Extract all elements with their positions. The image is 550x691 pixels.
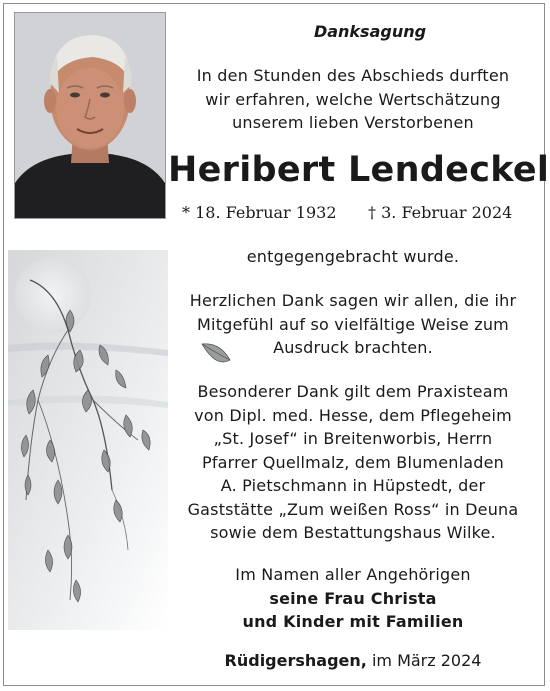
intro-line: In den Stunden des Abschieds durften — [196, 66, 510, 85]
special-line: Gaststätte „Zum weißen Ross“ in Deuna — [187, 499, 519, 519]
signature-intro: Im Namen aller Angehörigen — [235, 565, 471, 584]
thanks-line: Mitgefühl auf so vielfältige Weise zum — [197, 314, 509, 334]
death-date: † 3. Februar 2024 — [368, 203, 513, 222]
intro-line: wir erfahren, welche Wertschätzung — [205, 89, 501, 109]
special-line: von Dipl. med. Hesse, dem Pflegeheim — [194, 405, 512, 425]
deceased-name: Heribert Lendeckel — [168, 150, 550, 190]
intro-text — [172, 64, 534, 135]
special-line: A. Pietschmann in Hüpstedt, der — [220, 476, 486, 495]
continuation-line: entgegengebracht wurde. — [246, 247, 460, 266]
intro-line: unserem lieben Verstorbenen — [232, 113, 474, 132]
special-line: Pfarrer Quellmalz, dem Blumenladen — [202, 452, 504, 472]
birth-date: * 18. Februar 1932 — [182, 203, 337, 222]
signature-block — [172, 563, 534, 634]
closing-date: im März 2024 — [371, 651, 482, 670]
thanks-paragraph — [172, 289, 534, 360]
birch-branch-illustration — [8, 250, 168, 630]
special-line: „St. Josef“ in Breitenworbis, Herrn — [213, 429, 493, 448]
notice-title: Danksagung — [313, 22, 427, 41]
special-thanks-paragraph — [172, 380, 534, 545]
continuation-text — [172, 245, 534, 269]
thanks-line: Ausdruck brachten. — [273, 338, 433, 357]
place-and-date — [172, 651, 534, 670]
portrait-photo — [14, 12, 166, 219]
signature-line-spouse: seine Frau Christa — [269, 588, 437, 608]
special-line: sowie dem Bestattungshaus Wilke. — [210, 523, 496, 542]
signature-line-children: und Kinder mit Familien — [242, 612, 464, 631]
closing-place: Rüdigershagen, — [224, 651, 367, 670]
thanks-line: Herzlichen Dank sagen wir allen, die ihr — [189, 291, 517, 310]
special-line: Besonderer Dank gilt dem Praxisteam — [197, 382, 509, 401]
